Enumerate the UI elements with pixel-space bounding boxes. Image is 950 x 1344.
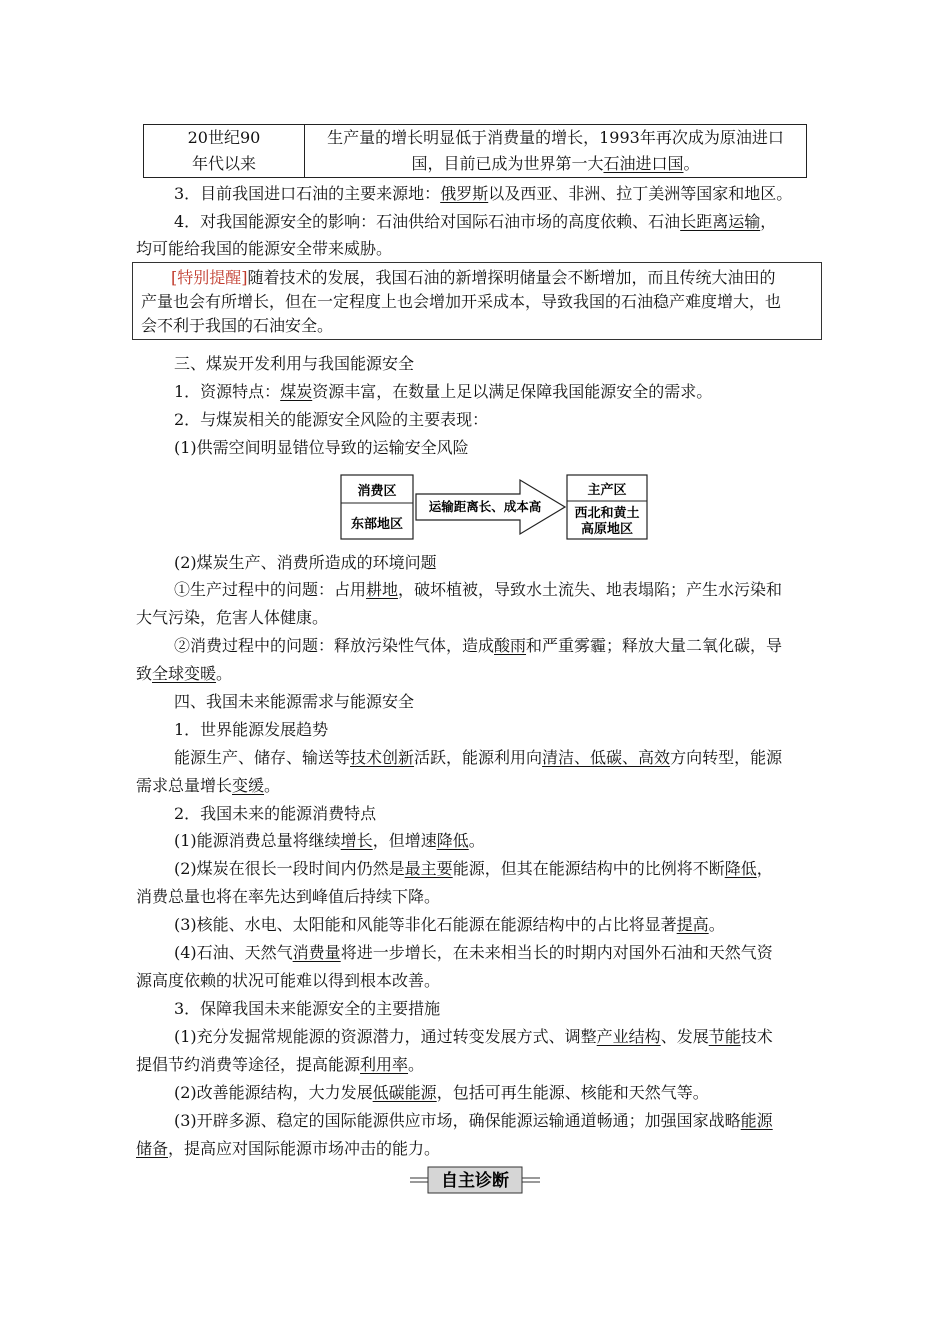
paragraph: [136, 635, 816, 657]
key-term: 技术创新: [350, 748, 415, 767]
special-reminder-box: [132, 262, 822, 340]
consumption-zone-label: 消费区: [357, 484, 397, 499]
key-term: 利用率: [360, 1055, 409, 1074]
description-cell: [305, 125, 807, 178]
reminder-tag: [特别提醒]: [171, 268, 248, 287]
text: (4)石油、天然气: [174, 943, 293, 962]
self-diagnosis-banner: [410, 1165, 540, 1195]
reminder-line: 产量也会有所增长，但在一定程度上也会增加开采成本，导致我国的石油稳产难度增大，也: [141, 292, 782, 311]
text: ②消费过程中的问题：释放污染性气体，造成: [174, 636, 495, 655]
paragraph: [136, 747, 816, 769]
key-term: 长距离运输: [680, 212, 761, 231]
paragraph-continuation: 均可能给我国的能源安全带来威胁。: [136, 239, 393, 258]
paragraph-continuation: 源高度依赖的状况可能难以得到根本改善。: [136, 971, 441, 990]
text: 4．对我国能源安全的影响：石油供给对国际石油市场的高度依赖、石油: [174, 212, 681, 231]
paragraph-continuation: 消费总量也将在率先达到峰值后持续下降。: [136, 887, 441, 906]
paragraph: [136, 211, 816, 233]
northwest-region-label: 西北和黄土: [574, 506, 640, 521]
text: 将进一步增长，在未来相当长的时期内对国外石油和天然气资: [340, 943, 773, 962]
paragraph: [136, 1082, 816, 1104]
section-title: 四、我国未来能源需求与能源安全: [174, 692, 415, 711]
key-term: 清洁、低碳、高效: [542, 748, 671, 767]
paragraph: [136, 914, 816, 936]
text: 技术: [740, 1027, 773, 1046]
period-cell: [144, 125, 305, 178]
key-term: 提高: [676, 915, 709, 934]
text: 和严重雾霾；释放大量二氧化碳，导: [526, 636, 783, 655]
east-region-label: 东部地区: [350, 517, 404, 532]
text: ，: [760, 212, 777, 231]
text: ①生产过程中的问题：占用: [174, 580, 367, 599]
key-term: 变缓: [232, 776, 265, 795]
text: (3)开辟多源、稳定的国际能源供应市场，确保能源运输通道畅通；加强国家战略: [174, 1111, 741, 1130]
paragraph: 2．与煤炭相关的能源安全风险的主要表现：: [174, 410, 489, 429]
description-line: [305, 151, 806, 177]
text: 。: [708, 915, 725, 934]
sub-heading: 3．保障我国未来能源安全的主要措施: [174, 999, 441, 1018]
key-term: 节能: [708, 1027, 741, 1046]
text: 。: [216, 664, 233, 683]
key-term: 产业结构: [596, 1027, 661, 1046]
production-zone-label: 主产区: [587, 483, 627, 498]
text: (3)核能、水电、太阳能和风能等非化石能源在能源结构中的占比将显著: [174, 915, 677, 934]
key-term: 消费量: [292, 943, 341, 962]
text: (2)改善能源结构，大力发展: [174, 1083, 373, 1102]
text: ，但增速: [372, 831, 437, 850]
description-line: 生产量的增长明显低于消费量的增长，1993年再次成为原油进口: [327, 128, 784, 147]
text: 、发展: [660, 1027, 709, 1046]
banner-label: 自主诊断: [441, 1171, 509, 1191]
paragraph-continuation: [136, 663, 816, 685]
text: 需求总量增长: [136, 776, 233, 795]
key-term: 低碳能源: [372, 1083, 437, 1102]
text: 能源，但其在能源结构中的比例将不断: [452, 859, 725, 878]
period-line: 年代以来: [191, 154, 256, 173]
text: 。: [264, 776, 281, 795]
text: 1．资源特点：: [174, 382, 281, 401]
key-term: 石油进口国: [603, 154, 684, 173]
sub-heading: 1．世界能源发展趋势: [174, 720, 329, 739]
paragraph-continuation: [136, 775, 816, 797]
sub-point: (2)煤炭生产、消费所造成的环境问题: [174, 553, 437, 572]
paragraph: [136, 579, 816, 601]
text: 提倡节约消费等途径，提高能源: [136, 1055, 361, 1074]
key-term: 耕地: [366, 580, 399, 599]
key-term: 增长: [340, 831, 373, 850]
text: 国，目前已成为世界第一大: [411, 154, 604, 173]
text: ，: [756, 859, 773, 878]
period-line: 20世纪90: [187, 128, 261, 147]
paragraph: [136, 381, 816, 403]
key-term: 降低: [724, 859, 757, 878]
paragraph: [136, 1026, 816, 1048]
plateau-region-label: 高原地区: [580, 522, 634, 537]
text: 。: [683, 154, 700, 173]
section-title: 三、煤炭开发利用与我国能源安全: [174, 354, 415, 373]
text: 3．目前我国进口石油的主要来源地：: [174, 184, 441, 203]
text: ，破坏植被，导致水土流失、地表塌陷；产生水污染和: [398, 580, 783, 599]
key-term: 降低: [436, 831, 469, 850]
paragraph: [136, 1110, 816, 1132]
arrow-label: 运输距离长、成本高: [428, 499, 542, 514]
paragraph-continuation: 大气污染，危害人体健康。: [136, 608, 329, 627]
history-table: [143, 124, 807, 178]
text: 随着技术的发展，我国石油的新增探明储量会不断增加，而且传统大油田的: [247, 268, 776, 287]
reminder-line: [141, 266, 813, 290]
text: 资源丰富，在数量上足以满足保障我国能源安全的需求。: [312, 382, 713, 401]
paragraph: [136, 830, 816, 852]
coal-transport-diagram: [340, 472, 648, 542]
text: ，包括可再生能源、核能和天然气等。: [436, 1083, 709, 1102]
key-term: 煤炭: [280, 382, 313, 401]
text: 方向转型，能源: [670, 748, 783, 767]
paragraph: [136, 183, 816, 205]
text: ，提高应对国际能源市场冲击的能力。: [168, 1139, 441, 1158]
text: 活跃，能源利用向: [414, 748, 543, 767]
key-term: 储备: [136, 1139, 169, 1158]
key-term: 全球变暖: [152, 664, 217, 683]
paragraph-continuation: [136, 1138, 816, 1160]
key-term: 能源: [740, 1111, 773, 1130]
key-term: 酸雨: [494, 636, 527, 655]
paragraph-continuation: [136, 1054, 816, 1076]
text: 。: [468, 831, 485, 850]
text: 以及西亚、非洲、拉丁美洲等国家和地区。: [488, 184, 793, 203]
key-term: 最主要: [404, 859, 453, 878]
reminder-line: 会不利于我国的石油安全。: [141, 316, 334, 335]
text: 。: [408, 1055, 425, 1074]
text: (2)煤炭在很长一段时间内仍然是: [174, 859, 405, 878]
text: 致: [136, 664, 153, 683]
paragraph: [136, 942, 816, 964]
sub-point: (1)供需空间明显错位导致的运输安全风险: [174, 438, 469, 457]
sub-heading: 2．我国未来的能源消费特点: [174, 804, 377, 823]
text: 能源生产、储存、输送等: [174, 748, 351, 767]
paragraph: [136, 858, 816, 880]
text: (1)充分发掘常规能源的资源潜力，通过转变发展方式、调整: [174, 1027, 597, 1046]
key-term: 俄罗斯: [440, 184, 489, 203]
text: (1)能源消费总量将继续: [174, 831, 341, 850]
